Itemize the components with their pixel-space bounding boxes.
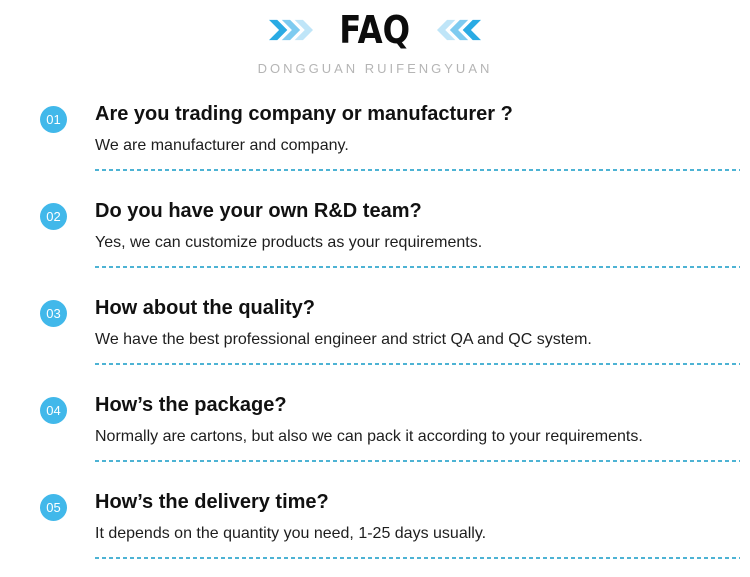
dashed-divider — [95, 363, 740, 365]
faq-item — [0, 294, 750, 365]
faq-item — [0, 197, 750, 268]
faq-question: How about the quality? — [95, 297, 315, 319]
triple-chevron-right-icon — [269, 19, 313, 41]
faq-answer: We have the best professional engineer and strict QA and QC system. — [95, 331, 592, 348]
dashed-divider — [95, 460, 740, 462]
faq-item — [0, 488, 750, 559]
faq-question: Do you have your own R&D team? — [95, 200, 422, 222]
faq-item — [0, 100, 750, 171]
dashed-divider — [95, 169, 740, 171]
company-subtitle: DONGGUAN RUIFENGYUAN — [257, 61, 493, 76]
faq-number-badge: 05 — [40, 494, 67, 521]
faq-list — [0, 100, 750, 559]
faq-question: How’s the package? — [95, 394, 287, 416]
faq-item — [0, 391, 750, 462]
faq-number-badge: 04 — [40, 397, 67, 424]
page-title: FAQ — [339, 8, 411, 52]
faq-number-badge: 01 — [40, 106, 67, 133]
faq-header — [0, 0, 750, 76]
faq-answer: Normally are cartons, but also we can pack it according to your requirements. — [95, 428, 643, 445]
faq-answer: We are manufacturer and company. — [95, 137, 349, 154]
faq-answer: Yes, we can customize products as your requirements. — [95, 234, 483, 251]
faq-number-badge: 03 — [40, 300, 67, 327]
faq-number-badge: 02 — [40, 203, 67, 230]
faq-question: Are you trading company or manufacturer ? — [95, 103, 513, 125]
faq-title-row — [0, 6, 750, 54]
faq-question: How’s the delivery time? — [95, 491, 329, 513]
triple-chevron-left-icon — [437, 19, 481, 41]
dashed-divider — [95, 557, 740, 559]
dashed-divider — [95, 266, 740, 268]
faq-answer: It depends on the quantity you need, 1-25 days usually. — [95, 525, 487, 542]
